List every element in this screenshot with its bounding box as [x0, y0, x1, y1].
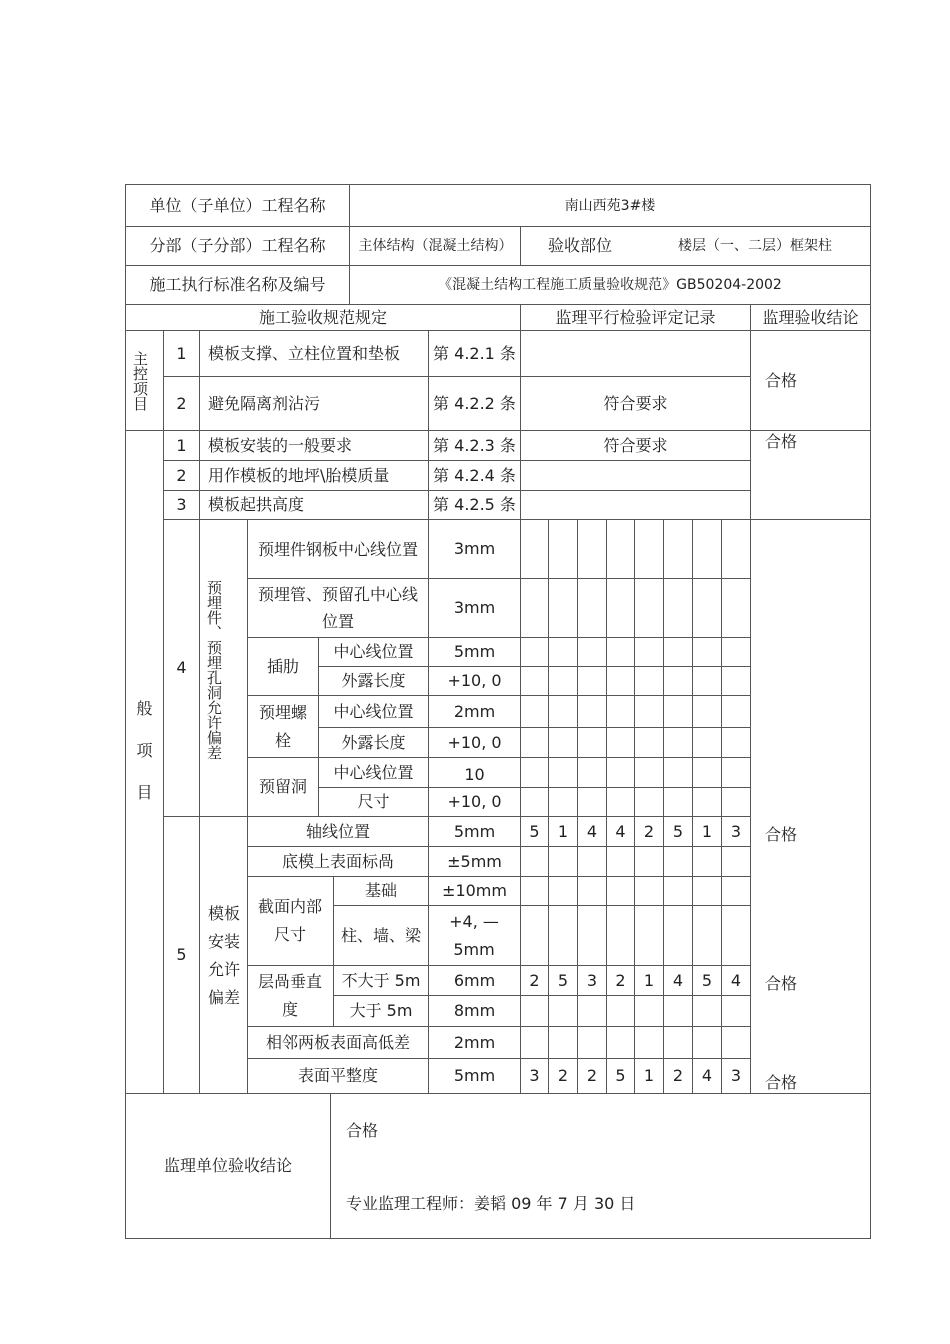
main-items-label: 主控项目 [131, 350, 149, 411]
main-item-no: 2 [176, 393, 187, 413]
item5-result: 合格 [765, 825, 798, 844]
standard-label: 施工执行标准名称及编号 [149, 275, 326, 294]
grid-line [721, 519, 722, 1094]
item4-tol: 10 [464, 764, 485, 784]
grid-line [634, 519, 635, 1094]
item5-name: 大于 5m [349, 1001, 413, 1020]
general-item-no: 1 [176, 435, 187, 455]
measure-value: 2 [672, 1066, 684, 1085]
general-item-clause: 第 4.2.4 条 [433, 465, 516, 485]
item5-tol: 5mm [453, 1066, 496, 1085]
column-header-record: 监理平行检验评定记录 [555, 307, 716, 327]
measure-value: 3 [730, 821, 742, 841]
measure-value: 3 [730, 1066, 742, 1085]
measure-value: 2 [643, 821, 655, 841]
location-value: 楼层（一、二层）框架柱 [678, 238, 832, 254]
measure-value: 5 [615, 1066, 626, 1085]
table-border-bottom [125, 1238, 871, 1239]
main-item-record: 符合要求 [603, 393, 668, 413]
item5-tol: 8mm [453, 1001, 496, 1020]
measure-value: 4 [586, 821, 598, 841]
footer-label: 监理单位验收结论 [163, 1156, 292, 1175]
general-item-desc: 用作模板的地坪\胎模质量 [208, 465, 390, 485]
main-item-desc: 模板支撑、立柱位置和垫板 [208, 343, 401, 363]
item5-tol: ±10mm [442, 881, 507, 900]
main-item-clause: 第 4.2.1 条 [433, 343, 516, 363]
general-items-label: 般 [136, 699, 153, 718]
grid-line [663, 519, 664, 1094]
item5-group: 模板安装允许偏差 [207, 904, 240, 1007]
main-item-no: 1 [176, 343, 187, 363]
item4-name: 中心线位置 [333, 701, 414, 721]
item5-name: 不大于 5m [341, 970, 421, 990]
grid-line [548, 519, 549, 1094]
item4-cat: 预留洞 [258, 777, 307, 796]
item5-name: 相邻两板表面高低差 [265, 1032, 410, 1052]
general-item-desc: 模板安装的一般要求 [208, 435, 353, 455]
general-items-conclusion: 合格 [765, 432, 798, 451]
item5-cat: 截面内部尺寸 [257, 897, 322, 944]
measure-value: 1 [701, 821, 713, 841]
item4-tol: 5mm [453, 642, 496, 661]
item4-tol: 3mm [453, 598, 496, 617]
footer-signature: 专业监理工程师：姜韬 09 年 7 月 30 日 [346, 1194, 636, 1213]
item4-cat: 插肋 [266, 656, 299, 676]
item4-name: 外露长度 [341, 671, 406, 690]
item4-no: 4 [176, 658, 187, 677]
main-item-clause: 第 4.2.2 条 [433, 393, 516, 413]
grid-line [692, 519, 693, 1094]
measure-value: 4 [730, 970, 742, 990]
item5-tol: 5mm [453, 821, 496, 841]
item5-tol: 6mm [453, 970, 496, 990]
measure-value: 5 [557, 970, 569, 990]
grid-line [330, 1093, 331, 1238]
standard-value: 《混凝土结构工程施工质量验收规范》GB50204-2002 [438, 277, 782, 293]
item5-tol: ±5mm [447, 851, 502, 871]
item4-name: 预埋件钢板中心线位置 [257, 539, 418, 559]
general-item-record: 符合要求 [603, 435, 668, 455]
item5-tol: 2mm [453, 1032, 496, 1052]
measure-value: 4 [615, 821, 626, 841]
unit-label: 单位（子单位）工程名称 [149, 195, 326, 215]
measure-value: 2 [529, 970, 540, 990]
item4-cat: 预埋螺栓 [258, 702, 307, 750]
measure-value: 5 [701, 970, 713, 990]
column-header-spec: 施工验收规范规定 [258, 307, 387, 327]
measure-value: 5 [529, 821, 540, 841]
general-item-desc: 模板起拱高度 [208, 495, 305, 514]
general-item-no: 3 [176, 495, 187, 514]
measure-value: 2 [615, 970, 626, 990]
item4-tol: 2mm [453, 701, 496, 721]
general-item-clause: 第 4.2.3 条 [433, 435, 516, 455]
item5-result: 合格 [765, 974, 798, 993]
item5-cat: 层咼垂直度 [257, 972, 322, 1019]
item5-no: 5 [176, 945, 187, 964]
grid-line [199, 519, 200, 1094]
measure-value: 2 [557, 1066, 569, 1085]
item4-tol: 3mm [453, 539, 496, 558]
measure-value: 3 [529, 1066, 540, 1085]
division-value: 主体结构（混凝土结构） [358, 238, 513, 254]
table-border-right [870, 184, 871, 1238]
measure-value: 2 [586, 1066, 598, 1085]
item4-tol: +10, 0 [447, 732, 502, 752]
item5-name: 表面平整度 [297, 1066, 378, 1085]
item4-name: 中心线位置 [333, 642, 414, 661]
item5-name: 轴线位置 [305, 821, 370, 841]
general-items-label: 目 [136, 783, 153, 802]
item5-tol: +4, —5mm [449, 912, 499, 959]
item4-group: 预埋件、预埋孔洞允许偏差 [205, 580, 223, 760]
main-items-conclusion: 合格 [765, 370, 798, 390]
grid-line [606, 519, 607, 1094]
item4-name: 外露长度 [341, 732, 406, 752]
main-item-desc: 避免隔离剂沾污 [208, 393, 321, 413]
footer-result: 合格 [346, 1121, 379, 1140]
item4-tol: +10, 0 [447, 792, 502, 811]
measure-value: 1 [643, 970, 655, 990]
item4-name: 预埋管、预留孔中心线位置 [257, 585, 418, 631]
measure-value: 4 [672, 970, 684, 990]
grid-line [577, 519, 578, 1094]
item5-name: 基础 [364, 881, 397, 900]
measure-value: 1 [557, 821, 569, 841]
measure-value: 1 [643, 1066, 655, 1085]
general-item-clause: 第 4.2.5 条 [433, 495, 516, 514]
item5-name: 底模上表面标咼 [281, 851, 394, 871]
item5-result: 合格 [765, 1073, 798, 1092]
location-label: 验收部位 [547, 236, 612, 255]
grid-line [520, 226, 521, 265]
division-label: 分部（子分部）工程名称 [149, 236, 326, 255]
item5-name: 柱、墙、梁 [340, 925, 421, 945]
measure-value: 3 [586, 970, 598, 990]
unit-value: 南山西苑3#楼 [564, 197, 656, 214]
item4-name: 中心线位置 [333, 762, 414, 782]
column-header-conclusion: 监理验收结论 [762, 307, 859, 327]
measure-value: 4 [701, 1066, 713, 1085]
item4-tol: +10, 0 [447, 671, 502, 690]
general-item-no: 2 [176, 465, 187, 485]
item4-name: 尺寸 [357, 792, 390, 811]
general-items-label: 项 [136, 741, 153, 760]
measure-value: 5 [672, 821, 684, 841]
